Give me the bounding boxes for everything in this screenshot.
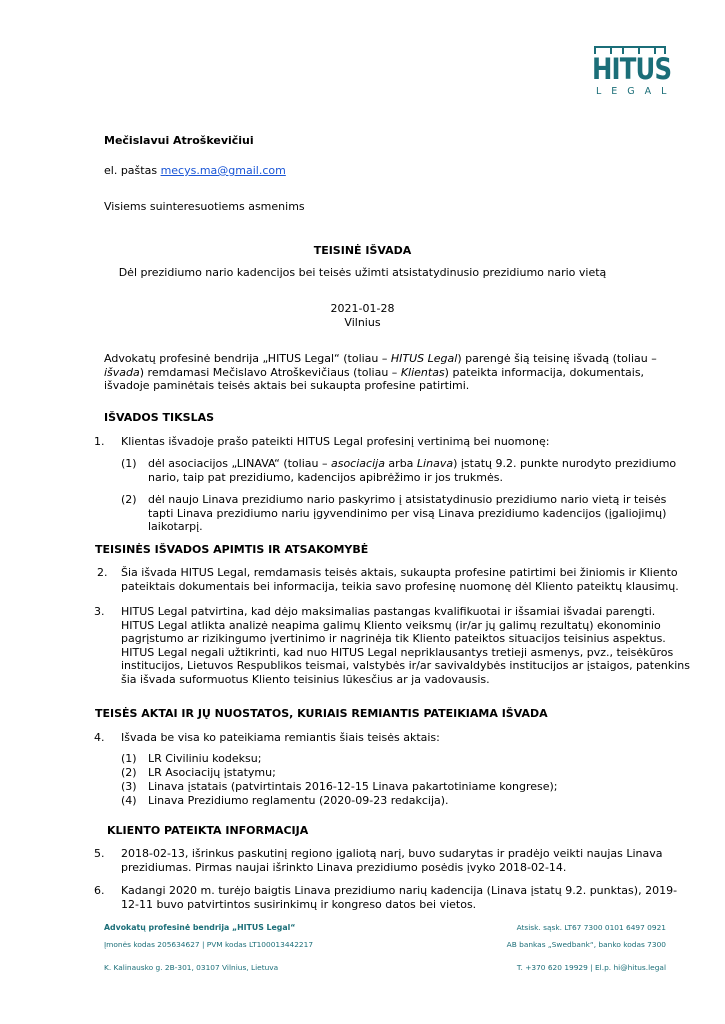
hitus-logo [592,46,677,102]
section-heading-scope: TEISINĖS IŠVADOS APIMTIS IR ATSAKOMYBĖ [95,543,369,556]
list-item-number: (2) [121,766,137,779]
document-date: 2021-01-28 [330,302,395,315]
paragraph-number: 5. [94,847,105,860]
document-subtitle: Dėl prezidiumo nario kadencijos bei teisės užimti atsistatydinusio prezidiumo nario vietą [118,266,607,279]
document-place: Vilnius [344,316,381,329]
email-link[interactable]: mecys.ma@gmail.com [160,164,286,177]
paragraph-number: 2. [97,566,108,579]
paragraph-number: 1. [94,435,105,448]
list-item: Linava Prezidiumo reglamentu (2020-09-23 redakcija). [148,794,449,807]
list-item-number: (4) [121,794,137,807]
list-item: LR Civiliniu kodeksu; [148,752,262,765]
paragraph-number: 4. [94,731,105,744]
footer-codes: Įmonės kodas 205634627 | PVM kodas LT100013442217 [104,940,314,949]
section-heading-client-info: KLIENTO PATEIKTA INFORMACIJA [107,824,309,837]
hitus-legal-term: HITUS Legal [390,352,458,365]
paragraph-3: HITUS Legal patvirtina, kad dėjo maksimalias pastangas kvalifikuotai ir išsamiai išvadai parengti. HITUS Legal atlikta analizė neapima galimų Kliento veiksmų (ir/ar jų galimų rezultatų) ekonominio pagrįstumo ar rizikingumo įvertinimo ir nagrinėja tik Kliento pateiktos situacijos teisinius aspektus. HITUS Legal negali užtikrinti, kad nuo HITUS Legal nepriklausantys tretieji asmenys, pvz., teisėkūros institucijos, Lietuvos Respublikos teismai, valstybės ir/ar savivaldybės institucijos ar įstaigos, patenkins šia išvada suformuotus Kliento teisinius lūkesčius ar ja vadovausis. [121,605,690,686]
recipient-email-line [104,164,286,178]
paragraph-6: Kadangi 2020 m. turėjo baigtis Linava prezidiumo narių kadencija (Linava įstatų 9.2. punktas), 2019- 12-11 buvo patvirtintos susirinkimų ir kongreso datos bei vietos. [121,884,678,911]
subitem-1: dėl asociacijos „LINAVA“ (toliau – asociacija arba Linava) įstatų 9.2. punkte nurodyto prezidiumo nario, taip pat prezidiumo, kadencijos apibrėžimo ir jos trukmės. [148,457,677,484]
email-label: el. paštas [104,164,158,177]
paragraph-1-text: Klientas išvadoje prašo pateikti HITUS Legal profesinį vertinimą bei nuomonę: [121,435,550,448]
subitem-2: dėl naujo Linava prezidiumo nario paskyrimo į atsistatydinusio prezidiumo nario vietą ir teisės tapti Linava prezidiumo nariu įgyvendinimo per visą Linava prezidiumo kadencijos (įgaliojimų) laikotarpį. [148,493,667,533]
document-title: TEISINĖ IŠVADA [313,244,412,257]
paragraph-number: 6. [94,884,105,897]
footer-address: K. Kalinausko g. 2B-301, 03107 Vilnius, Lietuva [104,963,279,972]
footer-contact: T. +370 620 19929 | El.p. hi@hitus.legal [516,963,666,972]
subitem-number: (1) [121,457,137,470]
footer-bank: AB bankas „Swedbank“, banko kodas 7300 [506,940,666,949]
paragraph-4-text: Išvada be visa ko pateikiama remiantis šiais teisės aktais: [121,731,440,744]
paragraph-number: 3. [94,605,105,618]
section-heading-purpose: IŠVADOS TIKSLAS [104,411,215,424]
intro-paragraph: Advokatų profesinė bendrija „HITUS Legal“ (toliau – HITUS Legal) parengė šią teisinę išvadą (toliau – išvada) remdamasi Mečislavo Atroškevičiaus (toliau – Klientas) pateikta informacija, dokumentais, išvadoje paminėtais teisės aktais bei sukaupta profesine patirtimi. [104,352,657,392]
footer-account: Atsisk. sąsk. LT67 7300 0101 6497 0921 [516,923,666,932]
list-item-number: (3) [121,780,137,793]
paragraph-5: 2018-02-13, išrinkus paskutinį regiono įgaliotą narį, buvo sudarytas ir pradėjo veikti naujas Linava prezidiumas. Pirmas naujai išrinkto Linava prezidiumo posėdis įvyko 2018-02-14. [121,847,663,874]
recipient-others: Visiems suinteresuotiems asmenims [104,200,305,213]
logo-word: HITUS [592,52,672,86]
subitem-number: (2) [121,493,137,506]
isvada-term: išvada [104,365,140,379]
list-item-number: (1) [121,752,137,765]
list-item: LR Asociacijų įstatymu; [148,766,276,779]
list-item: Linava įstatais (patvirtintais 2016-12-15 Linava pakartotiniame kongrese); [148,780,558,793]
logo-subtext: LEGAL [596,86,677,97]
klientas-term: Klientas [400,365,445,379]
recipient-name: Mečislavui Atroškevičiui [104,134,254,147]
footer-firm-name: Advokatų profesinė bendrija „HITUS Legal“ [104,923,296,932]
section-heading-legal-acts: TEISĖS AKTAI IR JŲ NUOSTATOS, KURIAIS REMIANTIS PATEIKIAMA IŠVADA [95,707,548,720]
paragraph-2: Šia išvada HITUS Legal, remdamasis teisės aktais, sukaupta profesine patirtimi bei žiniomis ir Kliento pateiktais dokumentais bei informacija, teikia savo profesinę nuomonę dėl Kliento pateiktų klausimų. [121,566,679,593]
